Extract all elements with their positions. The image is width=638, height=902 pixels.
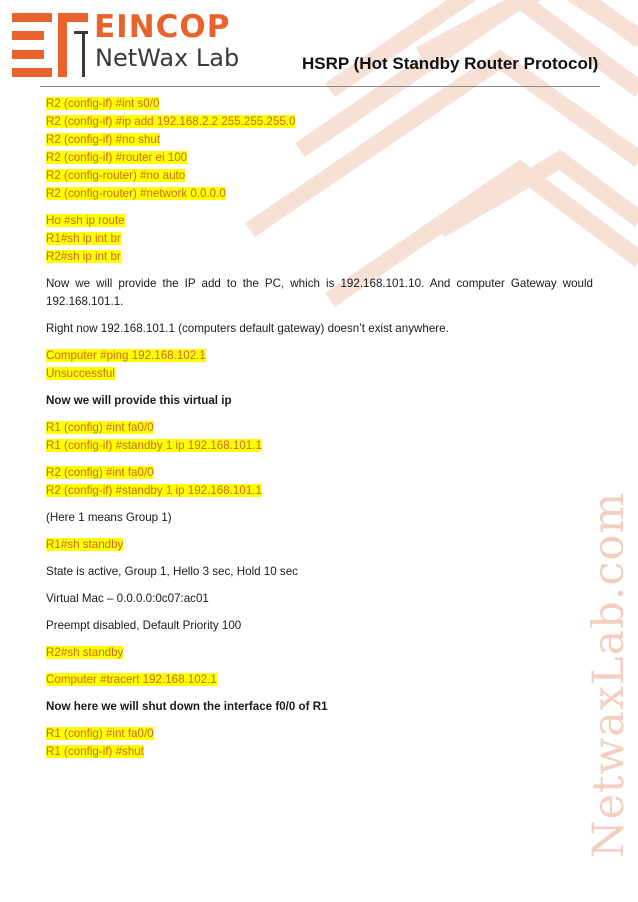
command-line	[46, 131, 593, 149]
command-line	[46, 419, 593, 437]
command-text: R2 (config-if) #ip add 192.168.2.2 255.255.255.0	[46, 115, 296, 128]
command-text: R1#sh ip int br	[46, 232, 121, 245]
command-line	[46, 644, 593, 662]
paragraph: Right now 192.168.101.1 (computers default gateway) doesn’t exist anywhere.	[46, 322, 449, 335]
command-block	[46, 212, 593, 266]
paragraph: (Here 1 means Group 1)	[46, 511, 172, 524]
command-line	[46, 167, 593, 185]
watermark-text: NetwaxLab.com	[584, 491, 634, 858]
command-line	[46, 464, 593, 482]
paragraph: Now we will provide the IP add to the PC, which is 192.168.101.10. And computer Gateway would 192.168.101.1.	[46, 277, 593, 308]
command-block	[46, 644, 593, 662]
command-text: R2#sh standby	[46, 646, 124, 659]
bold-paragraph: Now we will provide this virtual ip	[46, 394, 232, 407]
command-block	[46, 419, 593, 455]
command-line	[46, 149, 593, 167]
logo-icon	[12, 13, 88, 77]
command-text: R1 (config-if) #shut	[46, 745, 144, 758]
command-text: R2 (config-if) #no shut	[46, 133, 161, 146]
command-line	[46, 365, 593, 383]
logo-sub-text: NetWax Lab	[95, 44, 240, 72]
command-text: R1 (config-if) #standby 1 ip 192.168.101.1	[46, 439, 262, 452]
command-line	[46, 725, 593, 743]
header-divider	[40, 86, 600, 87]
logo-brand-text: EINCOP	[94, 9, 231, 45]
command-block	[46, 347, 593, 383]
paragraph: State is active, Group 1, Hello 3 sec, Hold 10 sec	[46, 565, 298, 578]
command-line	[46, 113, 593, 131]
command-line	[46, 230, 593, 248]
command-text: Computer #ping 192.168.102.1	[46, 349, 206, 362]
command-text: Computer #tracert 192.168.102.1	[46, 673, 217, 686]
command-block	[46, 725, 593, 761]
command-block	[46, 464, 593, 500]
command-line	[46, 482, 593, 500]
command-text: R2 (config-router) #no auto	[46, 169, 186, 182]
document-body	[46, 95, 593, 770]
command-text: R2 (config) #int fa0/0	[46, 466, 154, 479]
command-block	[46, 536, 593, 554]
command-line	[46, 185, 593, 203]
command-text: Unsuccessful	[46, 367, 115, 380]
command-line	[46, 347, 593, 365]
command-line	[46, 95, 593, 113]
command-line	[46, 248, 593, 266]
command-line	[46, 743, 593, 761]
page-title: HSRP (Hot Standby Router Protocol)	[302, 54, 599, 73]
page-header	[0, 0, 638, 88]
command-text: Ho #sh ip route	[46, 214, 125, 227]
command-line	[46, 212, 593, 230]
bold-paragraph: Now here we will shut down the interface f0/0 of R1	[46, 700, 328, 713]
command-block	[46, 95, 593, 203]
command-text: R2#sh ip int br	[46, 250, 121, 263]
command-text: R1 (config) #int fa0/0	[46, 421, 154, 434]
paragraph: Virtual Mac – 0.0.0.0:0c07:ac01	[46, 592, 209, 605]
paragraph: Preempt disabled, Default Priority 100	[46, 619, 242, 632]
command-block	[46, 671, 593, 689]
command-text: R2 (config-if) #standby 1 ip 192.168.101.1	[46, 484, 262, 497]
command-line	[46, 437, 593, 455]
command-line	[46, 536, 593, 554]
command-text: R2 (config-router) #network 0.0.0.0	[46, 187, 226, 200]
command-text: R2 (config-if) #int s0/0	[46, 97, 160, 110]
command-text: R2 (config-if) #router ei 100	[46, 151, 188, 164]
command-text: R1#sh standby	[46, 538, 124, 551]
command-text: R1 (config) #int fa0/0	[46, 727, 154, 740]
command-line	[46, 671, 593, 689]
